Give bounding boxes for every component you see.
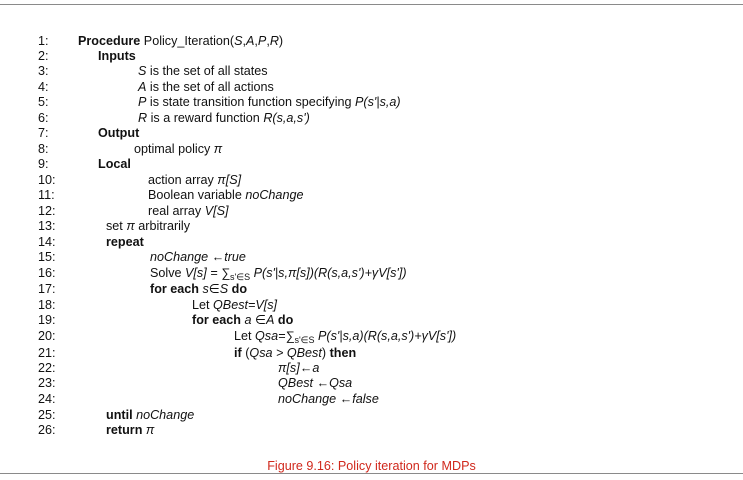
line-number: 23: bbox=[38, 376, 56, 390]
line-code bbox=[138, 94, 401, 110]
line-number: 6: bbox=[38, 111, 49, 125]
code-line bbox=[38, 234, 144, 250]
code-token: P bbox=[138, 95, 147, 109]
code-token: , bbox=[266, 34, 270, 48]
code-token: A bbox=[138, 80, 147, 94]
line-code bbox=[150, 249, 246, 265]
line-code bbox=[98, 156, 131, 172]
line-number: 18: bbox=[38, 298, 56, 312]
code-token: real array bbox=[148, 204, 205, 218]
code-token: Solve bbox=[150, 266, 186, 280]
line-code bbox=[98, 48, 136, 64]
code-line bbox=[38, 297, 277, 313]
code-line bbox=[38, 48, 136, 64]
line-code bbox=[148, 172, 241, 188]
line-number: 3: bbox=[38, 64, 49, 78]
line-number: 5: bbox=[38, 95, 49, 109]
code-line bbox=[38, 156, 131, 172]
line-code bbox=[134, 141, 222, 157]
code-token: for each bbox=[192, 313, 245, 327]
code-token: Local bbox=[98, 157, 131, 171]
code-token: A bbox=[246, 34, 255, 48]
code-token: repeat bbox=[106, 235, 144, 249]
line-number: 12: bbox=[38, 204, 56, 218]
line-code bbox=[278, 375, 352, 391]
code-token: π bbox=[213, 142, 223, 156]
code-line bbox=[38, 265, 407, 281]
code-token: noChange bbox=[245, 188, 304, 202]
code-token: ) bbox=[321, 346, 330, 360]
code-token: , bbox=[254, 34, 258, 48]
line-number: 21: bbox=[38, 346, 56, 360]
code-token: return bbox=[106, 423, 146, 437]
code-token: Output bbox=[98, 126, 140, 140]
line-number: 25: bbox=[38, 408, 56, 422]
code-token: Let bbox=[234, 329, 256, 343]
code-token: a ∈A bbox=[244, 313, 275, 327]
code-token: noChange ←false bbox=[278, 392, 379, 406]
code-token: P bbox=[257, 34, 267, 48]
code-token: for each bbox=[150, 282, 203, 296]
code-token: S bbox=[138, 64, 147, 78]
code-line bbox=[38, 422, 154, 438]
code-token: is the set of all actions bbox=[146, 80, 274, 94]
code-line bbox=[38, 187, 303, 203]
line-number: 2: bbox=[38, 49, 49, 63]
code-token: if bbox=[234, 346, 242, 360]
line-code bbox=[192, 312, 293, 328]
line-code bbox=[138, 79, 274, 95]
line-code bbox=[278, 391, 379, 407]
code-token: arbitrarily bbox=[134, 219, 191, 233]
code-line bbox=[38, 281, 247, 297]
code-token: optimal policy bbox=[134, 142, 214, 156]
code-line bbox=[38, 79, 274, 95]
line-number: 8: bbox=[38, 142, 49, 156]
code-token: P(s'|s,a) bbox=[355, 95, 401, 109]
line-code bbox=[138, 63, 268, 79]
line-number: 1: bbox=[38, 34, 49, 48]
line-code bbox=[138, 110, 310, 126]
code-line bbox=[38, 312, 293, 328]
code-line bbox=[38, 360, 319, 376]
line-number: 19: bbox=[38, 313, 56, 327]
code-line bbox=[38, 141, 222, 157]
line-number: 10: bbox=[38, 173, 56, 187]
line-code bbox=[148, 187, 303, 203]
line-number: 7: bbox=[38, 126, 49, 140]
line-code bbox=[150, 281, 247, 297]
line-number: 20: bbox=[38, 329, 56, 343]
line-number: 24: bbox=[38, 392, 56, 406]
line-number: 16: bbox=[38, 266, 56, 280]
line-code bbox=[192, 297, 277, 313]
line-code bbox=[148, 203, 229, 219]
line-number: 11: bbox=[38, 188, 55, 202]
code-token: R bbox=[269, 34, 279, 48]
code-line bbox=[38, 94, 401, 110]
code-token: Inputs bbox=[98, 49, 136, 63]
code-token: Procedure bbox=[78, 34, 141, 48]
code-token: noChange ←true bbox=[150, 250, 246, 264]
code-token: Qsa=∑ bbox=[255, 329, 295, 343]
code-token: Qsa > QBest bbox=[249, 346, 322, 360]
code-token: ( bbox=[241, 346, 250, 360]
line-code bbox=[234, 345, 356, 361]
code-line bbox=[38, 391, 379, 407]
line-number: 22: bbox=[38, 361, 56, 375]
code-token: π[s]←a bbox=[278, 361, 320, 375]
code-line bbox=[38, 203, 229, 219]
code-token: s'∈S bbox=[230, 272, 251, 282]
code-line bbox=[38, 249, 246, 265]
line-code bbox=[150, 265, 407, 281]
code-token: s'∈S bbox=[294, 335, 315, 345]
code-token: π bbox=[126, 219, 135, 233]
code-token: do bbox=[274, 313, 294, 327]
code-token: V[s] = ∑ bbox=[185, 266, 231, 280]
code-token: ) bbox=[278, 34, 284, 48]
code-token: V[S] bbox=[204, 204, 229, 218]
code-line bbox=[38, 125, 139, 141]
code-line bbox=[38, 407, 194, 423]
code-line bbox=[38, 33, 283, 49]
line-code bbox=[106, 422, 154, 438]
code-token: set bbox=[106, 219, 127, 233]
code-token: is a reward function bbox=[147, 111, 264, 125]
code-token: Boolean variable bbox=[148, 188, 246, 202]
code-token: π bbox=[145, 423, 155, 437]
code-token: P(s'|s,a)(R(s,a,s')+γV[s']) bbox=[314, 329, 457, 343]
line-code bbox=[98, 125, 139, 141]
line-number: 26: bbox=[38, 423, 56, 437]
code-token: is state transition function specifying bbox=[146, 95, 356, 109]
line-number: 9: bbox=[38, 157, 49, 171]
code-token: S bbox=[234, 34, 243, 48]
code-token: action array bbox=[148, 173, 218, 187]
line-number: 17: bbox=[38, 282, 56, 296]
code-token: until bbox=[106, 408, 137, 422]
code-line bbox=[38, 345, 356, 361]
line-number: 13: bbox=[38, 219, 56, 233]
figure-caption: Figure 9.16: Policy iteration for MDPs bbox=[267, 459, 476, 473]
line-number: 15: bbox=[38, 250, 56, 264]
code-line bbox=[38, 218, 190, 234]
line-code bbox=[234, 328, 456, 344]
line-code bbox=[106, 218, 190, 234]
code-line bbox=[38, 110, 310, 126]
code-token: noChange bbox=[136, 408, 195, 422]
code-token: π[S] bbox=[217, 173, 242, 187]
code-token: R bbox=[138, 111, 148, 125]
code-token: P(s'|s,π[s])(R(s,a,s')+γV[s']) bbox=[250, 266, 407, 280]
code-token: do bbox=[228, 282, 248, 296]
code-line bbox=[38, 172, 241, 188]
code-line bbox=[38, 63, 268, 79]
code-token: is the set of all states bbox=[146, 64, 268, 78]
code-line bbox=[38, 375, 352, 391]
code-token: s∈S bbox=[202, 282, 229, 296]
line-code bbox=[78, 33, 283, 49]
code-token: then bbox=[329, 346, 357, 360]
top-rule bbox=[0, 4, 743, 5]
code-token: Let bbox=[192, 298, 214, 312]
line-code bbox=[106, 234, 144, 250]
code-line bbox=[38, 328, 456, 344]
code-token: Policy_Iteration( bbox=[140, 34, 235, 48]
code-token: , bbox=[242, 34, 246, 48]
code-token: QBest=V[s] bbox=[213, 298, 278, 312]
line-code bbox=[106, 407, 194, 423]
code-token: QBest ←Qsa bbox=[278, 376, 353, 390]
line-number: 4: bbox=[38, 80, 49, 94]
bottom-rule bbox=[0, 473, 743, 474]
line-number: 14: bbox=[38, 235, 56, 249]
line-code bbox=[278, 360, 319, 376]
code-token: R(s,a,s') bbox=[263, 111, 310, 125]
